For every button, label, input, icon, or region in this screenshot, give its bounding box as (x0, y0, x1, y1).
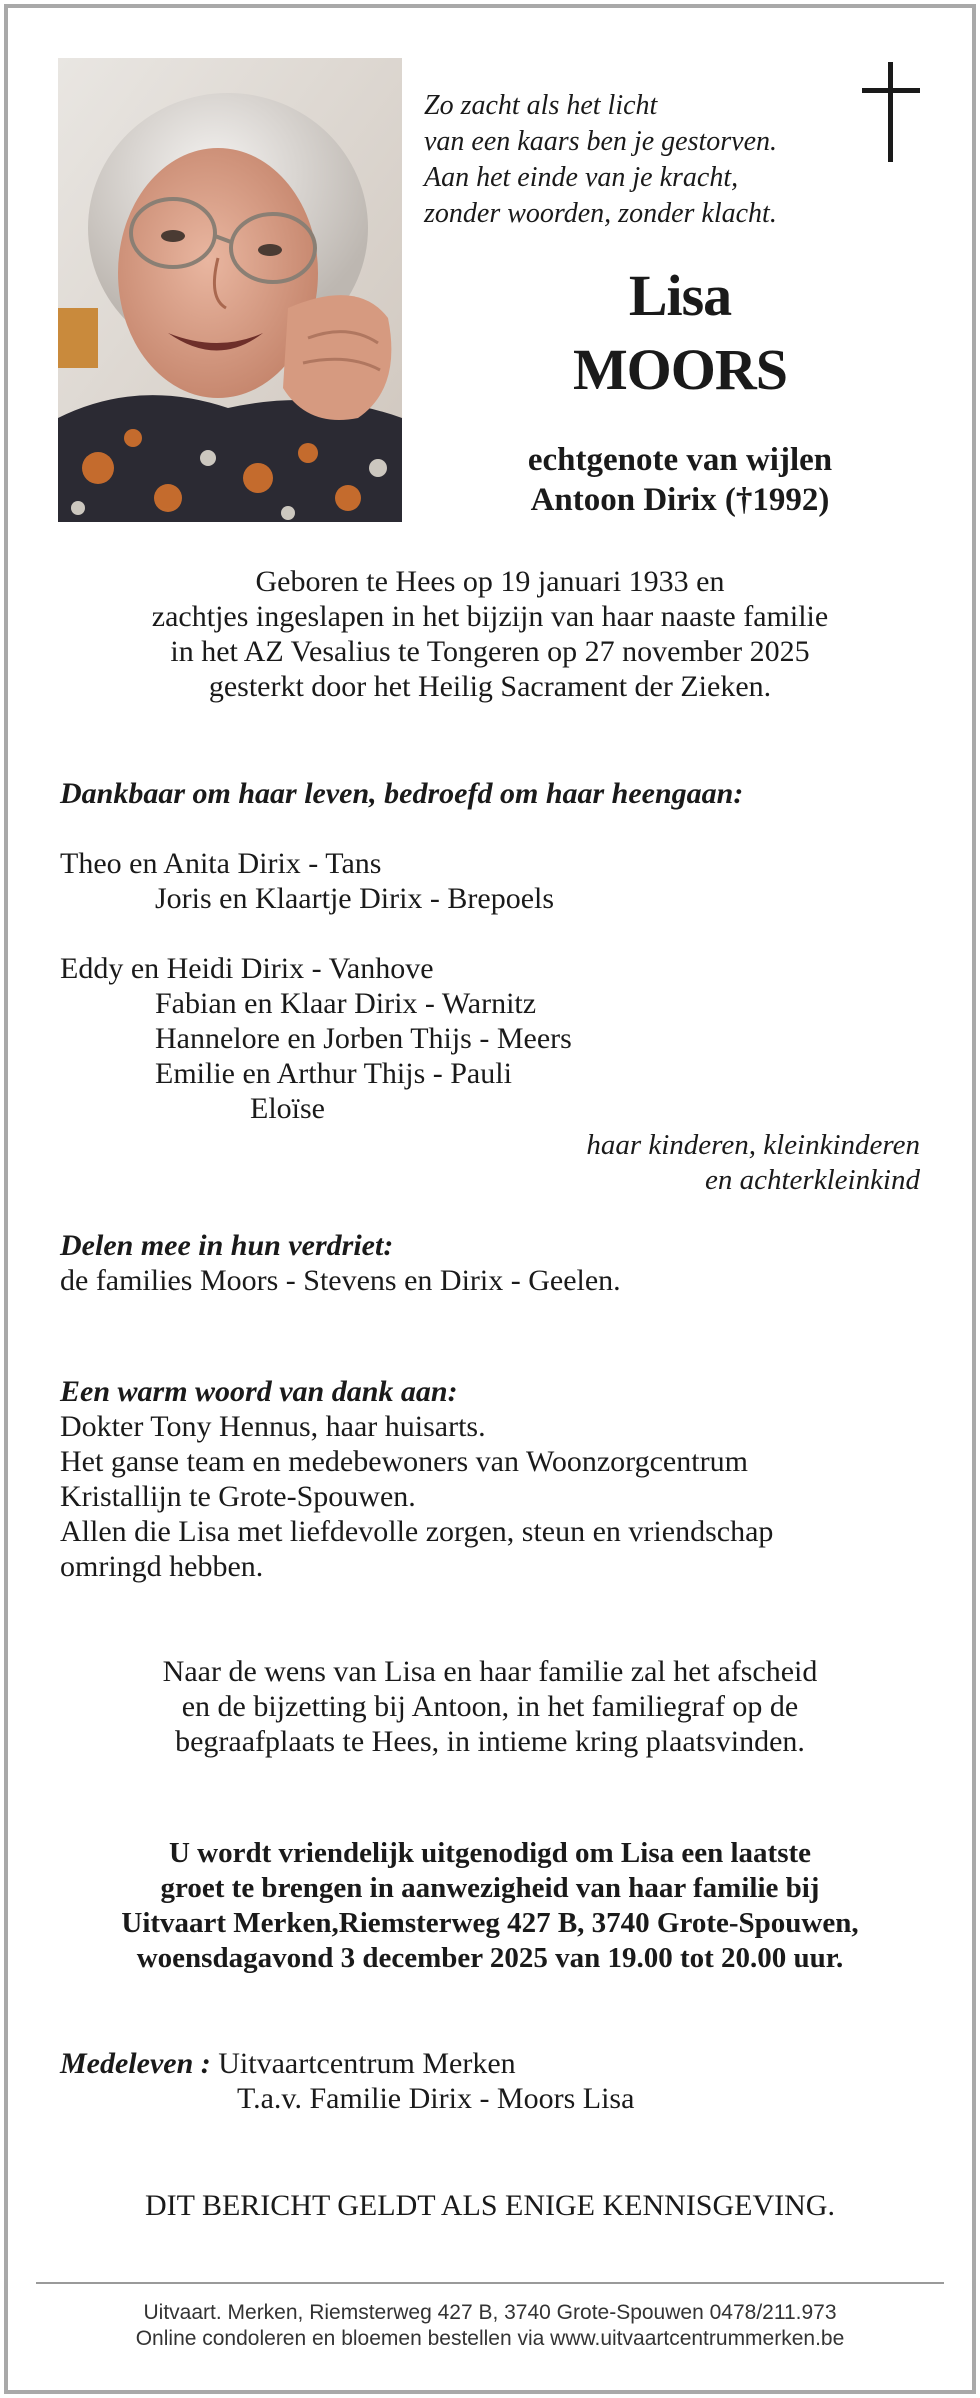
text-line: en de bijzetting bij Antoon, in het familiegraf op de (181, 1690, 799, 1723)
poem-line: zonder woorden, zonder klacht. (424, 198, 777, 229)
spouse-line: Antoon Dirix (†1992) (530, 482, 830, 518)
poem-line: Aan het einde van je kracht, (424, 162, 739, 193)
signature-line: haar kinderen, kleinkinderen (586, 1129, 920, 1161)
text-line: Geboren te Hees op 19 januari 1933 en (255, 565, 725, 598)
cross-icon (862, 62, 920, 162)
family-grandchild: Eloïse (250, 1092, 325, 1125)
thanks-line: Kristallijn te Grote-Spouwen. (60, 1480, 416, 1513)
family-child: Emilie en Arthur Thijs - Pauli (155, 1057, 512, 1090)
family-signature (320, 1128, 920, 1198)
text-line: zachtjes ingeslapen in het bijzijn van haar naaste familie (151, 600, 829, 633)
text-line: in het AZ Vesalius te Tongeren op 27 november 2025 (170, 635, 810, 668)
condolences (60, 2046, 940, 2116)
condolences-label: Medeleven : (60, 2047, 211, 2080)
funeral-note (60, 1654, 920, 1759)
poem-line: van een kaars ben je gestorven. (424, 126, 777, 157)
grief-section (60, 1228, 940, 1298)
condolences-line: Uitvaartcentrum Merken (218, 2047, 516, 2080)
invitation-line: woensdagavond 3 december 2025 van 19.00 tot 20.00 uur. (136, 1942, 844, 1974)
thanks-section (60, 1374, 940, 1584)
birth-death-text (60, 564, 920, 704)
footer-divider (36, 2282, 944, 2284)
poem-line: Zo zacht als het licht (424, 90, 658, 121)
invitation (50, 1836, 930, 1976)
family-parents: Eddy en Heidi Dirix - Vanhove (60, 952, 434, 985)
first-name: Lisa (628, 263, 732, 328)
footer-line: Online condoleren en bloemen bestellen via www.uitvaartcentrummerken.be (135, 2327, 845, 2350)
invitation-line: groet te brengen in aanwezigheid van haar familie bij (160, 1872, 820, 1904)
family-child: Hannelore en Jorben Thijs - Meers (155, 1022, 572, 1055)
text-line: begraafplaats te Hees, in intieme kring plaatsvinden. (175, 1725, 805, 1758)
thanks-line: omringd hebben. (60, 1550, 264, 1583)
footer (36, 2300, 944, 2352)
grief-text: de families Moors - Stevens en Dirix - Geelen. (60, 1264, 621, 1297)
family-section (60, 776, 940, 1126)
grief-heading: Delen mee in hun verdriet: (60, 1229, 394, 1262)
poem (424, 88, 844, 232)
signature-line: en achterkleinkind (705, 1164, 920, 1196)
thanks-line: Dokter Tony Hennus, haar huisarts. (60, 1410, 486, 1443)
text-line: gesterkt door het Heilig Sacrament der Zieken. (208, 670, 772, 703)
spouse-info (420, 440, 940, 520)
condolences-line: T.a.v. Familie Dirix - Moors Lisa (237, 2082, 635, 2115)
thanks-line: Het ganse team en medebewoners van Woonzorgcentrum (60, 1445, 748, 1478)
invitation-line: Uitvaart Merken,Riemsterweg 427 B, 3740 Grote-Spouwen, (121, 1907, 859, 1939)
family-child: Fabian en Klaar Dirix - Warnitz (155, 987, 537, 1020)
notice: DIT BERICHT GELDT ALS ENIGE KENNISGEVING. (145, 2189, 835, 2222)
footer-line: Uitvaart. Merken, Riemsterweg 427 B, 3740 Grote-Spouwen 0478/211.973 (143, 2301, 837, 2324)
invitation-line: U wordt vriendelijk uitgenodigd om Lisa een laatste (168, 1837, 812, 1869)
thanks-heading: Een warm woord van dank aan: (60, 1375, 458, 1408)
family-parents: Theo en Anita Dirix - Tans (60, 847, 382, 880)
text-line: Naar de wens van Lisa en haar familie zal het afscheid (162, 1655, 818, 1688)
portrait-photo (58, 58, 402, 522)
spouse-line: echtgenote van wijlen (527, 442, 833, 478)
family-child: Joris en Klaartje Dirix - Brepoels (155, 882, 555, 915)
last-name: MOORS (572, 337, 788, 402)
thanks-line: Allen die Lisa met liefdevolle zorgen, steun en vriendschap (60, 1515, 774, 1548)
family-heading: Dankbaar om haar leven, bedroefd om haar heengaan: (60, 777, 744, 810)
